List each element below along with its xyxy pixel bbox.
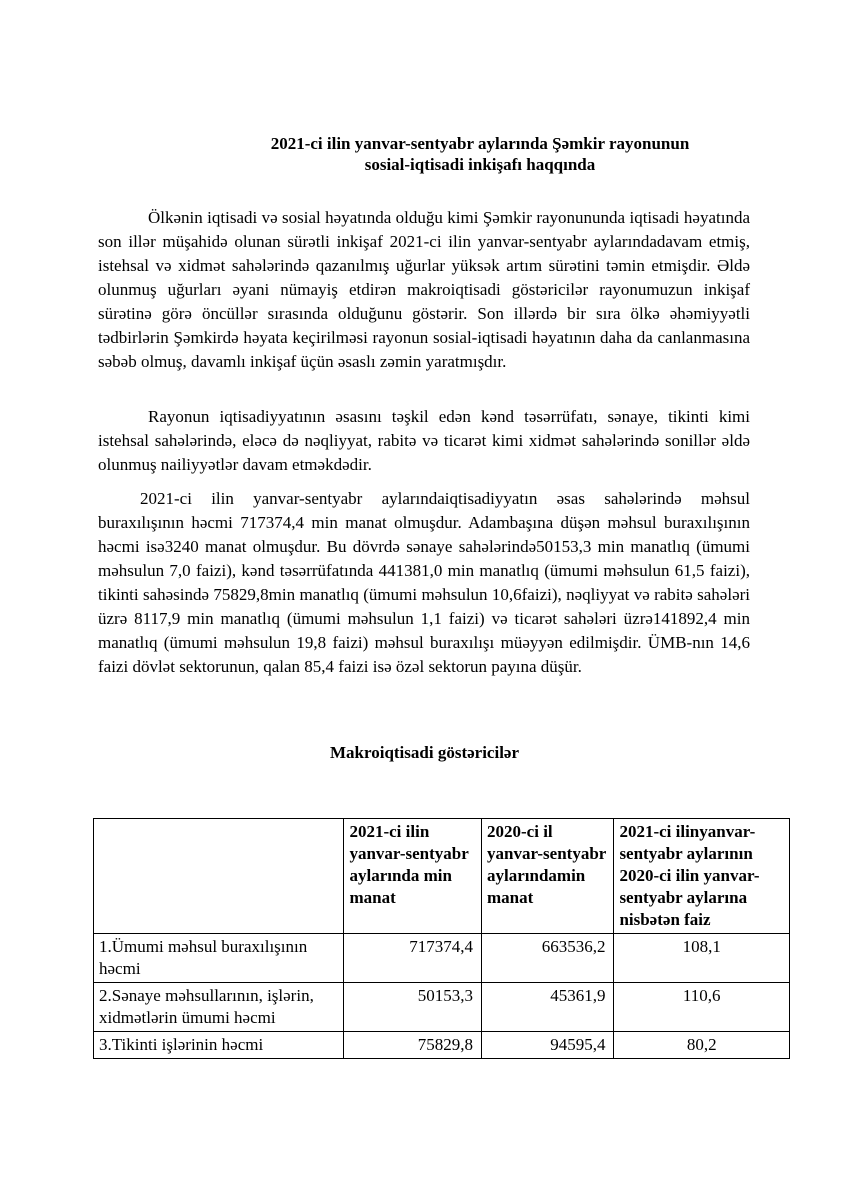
table-header-row — [94, 819, 790, 934]
value-percent: 110,6 — [614, 983, 790, 1032]
value-2020: 663536,2 — [482, 934, 614, 983]
table-row — [94, 934, 790, 983]
row-label: 2.Sənaye məhsullarının, işlərin, xidmətlərin ümumi həcmi — [94, 983, 344, 1032]
paragraph-1: Ölkənin iqtisadi və sosial həyatında olduğu kimi Şəmkir rayonununda iqtisadi həyatında son illər müşahidə olunan sürətli inkişaf 2021-ci ilin yanvar-sentyabr aylarındadavam etmiş, istehsal və xidmət sahələrində qazanılmış uğurlar yüksək artım sürətini təmin etmişdir. Əldə olunmuş uğurları əyani nümayiş etdirən makroiqtisadi göstəricilər rayonumuzun inkişaf sürətinə görə öncüllər sırasında olduğunu göstərir. Son illərdə bir sıra ölkə əhəmiyyətli tədbirlərin Şəmkirdə həyata keçirilməsi rayonun sosial-iqtisadi həyatının daha da canlanmasına səbəb olmuş, davamlı inkişaf üçün əsaslı zəmin yaratmışdır. — [98, 208, 750, 371]
table-row — [94, 1032, 790, 1059]
title-line-2: sosial-iqtisadi inkişafı haqqında — [364, 155, 596, 174]
table-title: Makroiqtisadi göstəricilər — [329, 743, 520, 762]
header-cell-percent: 2021-ci ilinyanvar-sentyabr aylarının 2020-ci ilin yanvar-sentyabr aylarına nisbətən faiz — [614, 819, 790, 934]
table-row — [94, 983, 790, 1032]
header-cell-empty — [94, 819, 344, 934]
value-2021: 50153,3 — [344, 983, 482, 1032]
row-label: 1.Ümumi məhsul buraxılışının həcmi — [94, 934, 344, 983]
value-2021: 75829,8 — [344, 1032, 482, 1059]
value-percent: 80,2 — [614, 1032, 790, 1059]
document-title — [150, 133, 810, 175]
row-label: 3.Tikinti işlərinin həcmi — [94, 1032, 344, 1059]
header-cell-2021: 2021-ci ilin yanvar-sentyabr aylarında min manat — [344, 819, 482, 934]
value-percent: 108,1 — [614, 934, 790, 983]
header-cell-2020: 2020-ci il yanvar-sentyabr aylarındamin manat — [482, 819, 614, 934]
paragraph-2: Rayonun iqtisadiyyatının əsasını təşkil edən kənd təsərrüfatı, sənaye, tikinti kimi istehsal sahələrində, eləcə də nəqliyyat, rabitə və ticarət kimi xidmət sahələrində sonillər əldə olunmuş nailiyyətlər davam etməkdədir. — [98, 407, 750, 474]
macro-indicators-table — [93, 818, 790, 1059]
value-2020: 94595,4 — [482, 1032, 614, 1059]
title-line-1: 2021-ci ilin yanvar-sentyabr aylarında Şəmkir rayonunun — [270, 134, 690, 153]
value-2020: 45361,9 — [482, 983, 614, 1032]
value-2021: 717374,4 — [344, 934, 482, 983]
paragraph-3: 2021-ci ilin yanvar-sentyabr aylarındaiqtisadiyyatın əsas sahələrində məhsul buraxılışının həcmi 717374,4 min manat olmuşdur. Adambaşına düşən məhsul buraxılışının həcmi isə3240 manat olmuşdur. Bu dövrdə sənaye sahələrində50153,3 min manatlıq (ümumi məhsulun 7,0 faizi), kənd təsərrüfatında 441381,0 min manatlıq (ümumi məhsulun 61,5 faizi), tikinti sahəsində 75829,8min manatlıq (ümumi məhsulun 10,6faizi), nəqliyyat və rabitə sahələri üzrə 8117,9 min manatlıq (ümumi məhsulun 1,1 faizi) və ticarət sahələri üzrə141892,4 min manatlıq (ümumi məhsulun 19,8 faizi) məhsul buraxılışı müəyyən edilmişdir. ÜMB-nın 14,6 faizi dövlət sektorunun, qalan 85,4 faizi isə özəl sektorun payına düşür. — [98, 489, 750, 676]
